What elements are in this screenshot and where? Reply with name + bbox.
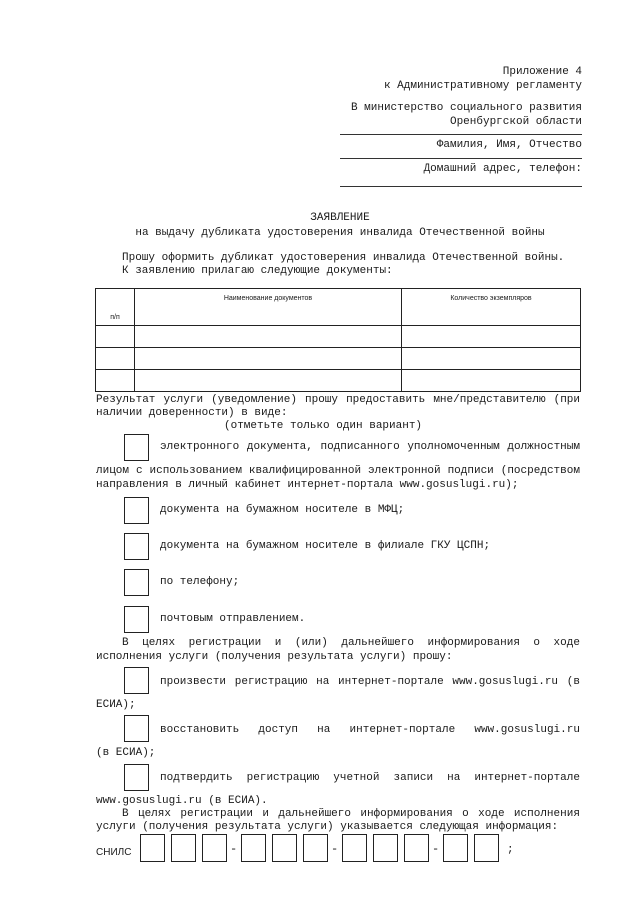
word: Результат [96,394,156,406]
col-header-name: Наименование документов [135,289,402,326]
intro-line-2: К заявлению прилагаю следующие документы: [122,265,393,277]
word: использованием [149,465,242,477]
table-cell[interactable] [402,370,581,392]
table-header-row [96,289,581,326]
phone-checkbox[interactable] [124,569,149,596]
snils-digit-box[interactable] [171,834,196,862]
snils-digit-box[interactable] [303,834,328,862]
mail-checkbox[interactable] [124,606,149,633]
name-underline[interactable] [340,158,582,159]
document-title: ЗАЯВЛЕНИЕ [310,212,370,224]
word: произвести [160,676,227,688]
confirm-registration-label-cont: www.gosuslugi.ru (в ЕСИА). [96,795,268,807]
word: регистрации [188,637,262,649]
table-cell[interactable] [96,326,135,348]
word: (уведомление) [211,394,297,406]
registration-intro-line-1 [122,637,580,650]
word: записи [393,772,434,784]
snils-digit-box[interactable] [474,834,499,862]
col-header-count: Количество экземпляров [402,289,581,326]
word: лицом [96,465,130,477]
word: услуги [163,394,204,406]
intro-line-1: Прошу оформить дубликат удостоверения инвалида Отечественной войны. [122,252,565,264]
documents-table [95,288,581,392]
recipient-line-1: В министерство социального развития [350,102,582,114]
final-paragraph-line-2: услуги (получения результата услуги) указывается следующая информация: [96,821,559,833]
confirm-registration-checkbox[interactable] [124,764,149,791]
word: www.gosuslugi.ru [452,676,559,688]
word: В [122,637,129,649]
word: должностным [507,441,580,453]
word: электронной [368,465,441,477]
snils-digit-box[interactable] [140,834,165,862]
snils-separator: - [432,842,440,856]
recipient-underline [340,134,582,135]
registration-intro-line-2: исполнения услуги (получения результата услуги) прошу: [96,651,453,663]
word: документа, [246,441,313,453]
word: регистрацию [234,676,308,688]
word: целях [137,808,171,820]
word: информирования [360,808,453,820]
table-row [96,326,581,348]
name-caption: Фамилия, Имя, Отчество [436,139,582,151]
table-row [96,370,581,392]
word: целях [142,637,176,649]
table-cell[interactable] [135,348,402,370]
snils-digit-box[interactable] [342,834,367,862]
mail-label: почтовым отправлением. [160,613,306,625]
word: исполнения [513,808,580,820]
word: регистрацию [246,772,320,784]
snils-label: СНИЛС [96,847,132,858]
word: интернет-портале [474,772,580,784]
word: прошу [305,394,339,406]
word: (или) [294,637,328,649]
word: учетной [333,772,380,784]
word: интернет-портале [349,724,456,736]
table-cell[interactable] [96,348,135,370]
electronic-option-line-1 [160,441,580,454]
word: www.gosuslugi.ru [474,724,580,736]
snils-separator: - [331,842,339,856]
word: уполномоченным [407,441,500,453]
regulation-label: к Административному регламенту [383,80,582,92]
electronic-document-checkbox[interactable] [124,434,149,461]
branch-paper-label: документа на бумажном носителе в филиале ГКУ ЦСПН; [160,540,491,552]
word: о [533,637,541,649]
word: регистрации [180,808,253,820]
word: подписи [447,465,494,477]
snils-digit-box[interactable] [404,834,429,862]
word: на [447,772,461,784]
table-cell[interactable] [135,370,402,392]
word: подтвердить [160,772,233,784]
document-subtitle: на выдачу дубликата удостоверения инвалида Отечественной войны [135,227,545,239]
snils-digit-box[interactable] [272,834,297,862]
word: на [316,676,330,688]
word: (посредством [500,465,580,477]
mfc-paper-checkbox[interactable] [124,497,149,524]
word: дальнейшего [341,637,414,649]
table-cell[interactable] [96,370,135,392]
word: о [462,808,469,820]
result-line-1 [96,394,580,407]
recipient-line-2: Оренбургской области [449,116,582,128]
snils-digit-box[interactable] [202,834,227,862]
word: информирования [427,637,520,649]
word: предоставить [346,394,426,406]
word: мне/представителю [433,394,546,406]
snils-digit-box[interactable] [443,834,468,862]
col-header-number: п/п [96,289,135,326]
word: интернет-портале [338,676,444,688]
register-label-cont: ЕСИА); [96,699,136,711]
table-cell[interactable] [135,326,402,348]
snils-end-mark: ; [507,844,514,856]
result-note: (отметьте только один вариант) [224,420,423,432]
electronic-option-line-2 [96,465,580,478]
word: и [262,808,269,820]
word: с [135,465,143,477]
word: (в [566,676,580,688]
word: подписанного [320,441,400,453]
word: В [122,808,129,820]
table-cell[interactable] [402,348,581,370]
table-row [96,348,581,370]
phone-label: по телефону; [160,576,240,588]
restore-access-checkbox[interactable] [124,715,149,742]
mfc-paper-label: документа на бумажном носителе в МФЦ; [160,504,405,516]
electronic-option-line-3: направления в личный кабинет интернет-портала www.gosuslugi.ru); [96,479,519,491]
word: доступ [258,724,298,736]
snils-digit-box[interactable] [241,834,266,862]
address-caption: Домашний адрес, телефон: [423,163,582,175]
final-paragraph-line-1 [122,808,580,821]
word: и [274,637,282,649]
restore-access-label [160,724,580,737]
word: дальнейшего [278,808,351,820]
branch-paper-checkbox[interactable] [124,533,149,560]
word: (при [553,394,580,406]
word: на [317,724,331,736]
result-line-2: наличии доверенности) в виде: [96,407,288,419]
word: квалифицированной [248,465,362,477]
word: восстановить [160,724,240,736]
word: ходе [553,637,580,649]
appendix-label: Приложение 4 [502,66,582,78]
snils-digit-box[interactable] [373,834,398,862]
snils-separator: - [230,842,238,856]
word: ходе [478,808,505,820]
word: электронного [160,441,240,453]
restore-access-label-cont: (в ЕСИА); [96,747,156,759]
register-checkbox[interactable] [124,667,149,694]
confirm-registration-label [160,772,580,785]
address-underline[interactable] [340,186,582,187]
table-cell[interactable] [402,326,581,348]
register-label [160,676,580,689]
